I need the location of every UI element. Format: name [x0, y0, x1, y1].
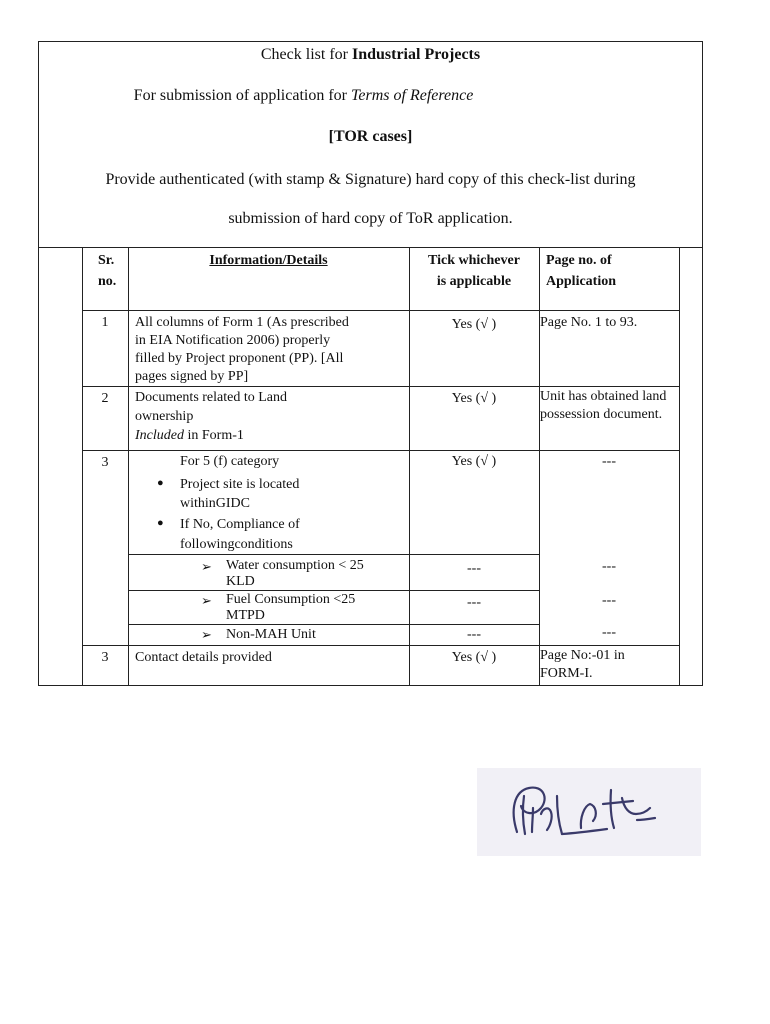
instruction-line-1: Provide authenticated (with stamp & Signature) hard copy of this check-list during [105, 171, 636, 188]
condition-non-mah-page: --- [602, 625, 616, 640]
row-1-info: All columns of Form 1 (As prescribed in EIA Notification 2006) properly filled by Project proponent (PP). [All pages signed by PP] [135, 315, 349, 384]
row-3-bullet-2: If No, Compliance of followingconditions [180, 517, 300, 552]
row-2-sr: 2 [101, 391, 109, 406]
row-1-sr: 1 [101, 315, 109, 330]
row-3-page: --- [602, 454, 616, 469]
condition-water-page: --- [602, 559, 616, 574]
row-divider [82, 386, 679, 387]
condition-non-mah-tick: --- [467, 627, 481, 642]
row-divider [82, 645, 679, 646]
condition-water: Water consumption < 25 KLD [226, 558, 364, 589]
row-4-sr: 3 [101, 650, 109, 665]
row-1-tick: Yes (√ ) [451, 317, 497, 332]
row-4-page: Page No:-01 in FORM-I. [540, 648, 625, 681]
col-divider [128, 247, 129, 685]
row-4-tick: Yes (√ ) [451, 650, 497, 665]
row-3-bullet-1: Project site is located withinGIDC [180, 477, 300, 511]
header-sr-no: Sr. no. [98, 253, 117, 289]
row-3-tick: Yes (√ ) [451, 454, 497, 469]
condition-water-tick: --- [467, 561, 481, 576]
row-divider [128, 590, 539, 591]
bullet-icon: ● [157, 477, 164, 489]
condition-non-mah: Non-MAH Unit [226, 627, 316, 642]
checklist-document [38, 41, 703, 686]
arrow-bullet-icon: ➢ [201, 593, 212, 608]
header-page-no: Page no. of Application [546, 253, 617, 289]
row-2-tick: Yes (√ ) [451, 391, 497, 406]
arrow-bullet-icon: ➢ [201, 627, 212, 642]
row-4-info: Contact details provided [135, 650, 272, 665]
row-divider [82, 310, 679, 311]
row-divider [82, 450, 679, 451]
table-top-border [39, 247, 702, 248]
tor-cases-heading: [TOR cases] [328, 128, 413, 145]
arrow-bullet-icon: ➢ [201, 559, 212, 574]
signature-icon [477, 768, 701, 856]
signature-image [477, 768, 701, 856]
row-3-heading: For 5 (f) category [180, 454, 280, 469]
checklist-title: Check list for Industrial Projects [260, 46, 481, 63]
condition-fuel-tick: --- [467, 595, 481, 610]
row-2-page: Unit has obtained land possession document. [540, 389, 667, 422]
condition-fuel-page: --- [602, 593, 616, 608]
instruction-line-2: submission of hard copy of ToR application. [228, 210, 513, 227]
header-tick-applicable: Tick whichever is applicable [428, 253, 520, 289]
checklist-subtitle: For submission of application for Terms of Reference [133, 87, 474, 104]
header-information-details: Information/Details [209, 253, 328, 268]
bullet-icon: ● [157, 517, 164, 529]
row-3-sr: 3 [101, 455, 109, 470]
condition-fuel: Fuel Consumption <25 MTPD [226, 592, 356, 623]
col-divider [679, 247, 680, 685]
row-1-page: Page No. 1 to 93. [540, 315, 638, 330]
row-2-info: Documents related to Land ownership Included in Form-1 [135, 390, 288, 443]
row-divider [128, 624, 539, 625]
